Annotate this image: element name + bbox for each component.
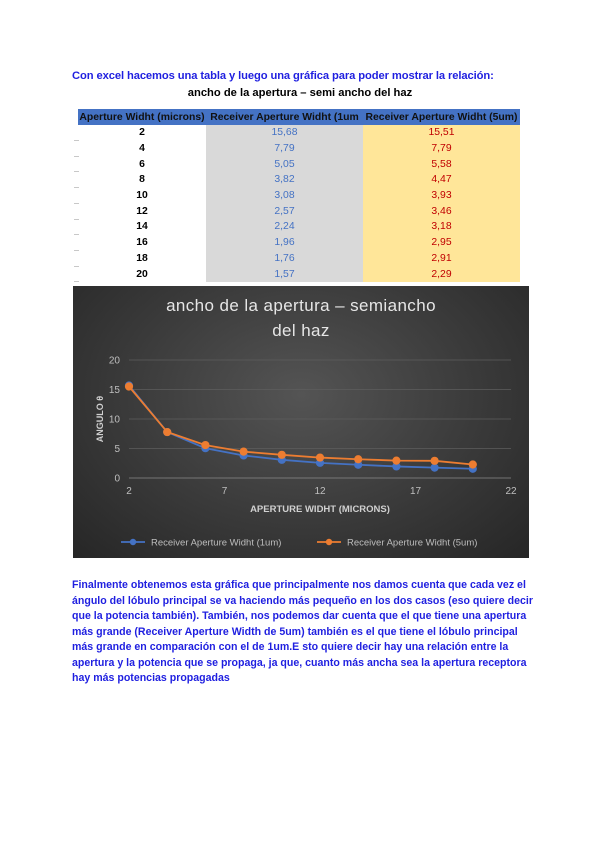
table-header-row (78, 109, 520, 125)
header-receiver-1um: Receiver Aperture Widht (1um (206, 109, 363, 125)
cell-receiver-5um: 3,46 (363, 203, 520, 219)
legend-marker-2 (326, 539, 332, 545)
data-table-container (78, 109, 520, 282)
cell-receiver-5um: 7,79 (363, 141, 520, 157)
data-point (469, 461, 476, 468)
data-point (355, 456, 362, 463)
margin-gridline (74, 171, 79, 172)
y-tick-label: 20 (108, 355, 120, 367)
table-row (78, 235, 520, 251)
x-tick-label: 12 (314, 486, 326, 497)
cell-receiver-5um: 2,95 (363, 235, 520, 251)
cell-receiver-1um: 2,24 (206, 219, 363, 235)
data-point (164, 428, 171, 435)
table-row (78, 219, 520, 235)
margin-gridline (74, 219, 79, 220)
margin-gridline (74, 281, 79, 282)
cell-receiver-5um: 5,58 (363, 156, 520, 172)
legend-label-1: Receiver Aperture Widht (1um) (151, 537, 282, 549)
margin-gridline (74, 187, 79, 188)
cell-receiver-1um: 1,96 (206, 235, 363, 251)
conclusion-text: Finalmente obtenemos esta gráfica que principalmente nos damos cuenta que cada vez el ángulo del lóbulo principal se va haciendo más pequeño en los dos casos (eso quiere decir que la potencia también). También, nos podemos dar cuenta que el que tiene una apertura más grande (Receiver Aperture Width de 5um) también es el que tiene el lóbulo principal más grande en comparación con el de 1um.E sto quiere decir hay una relación entre la apertura y la potencia que se propaga, ja que, cuanto más ancha sea la apertura receptora hay más potencias propagadas (72, 579, 533, 684)
cell-aperture: 8 (139, 174, 145, 186)
table-row (78, 188, 520, 204)
cell-aperture: 2 (139, 127, 145, 139)
margin-gridline (74, 266, 79, 267)
cell-aperture: 6 (139, 158, 145, 170)
x-tick-label: 7 (221, 486, 228, 497)
cell-aperture: 10 (136, 190, 148, 202)
x-tick-label: 2 (126, 486, 132, 497)
cell-aperture: 16 (136, 237, 148, 249)
margin-gridline (74, 250, 79, 251)
cell-aperture: 20 (136, 268, 148, 280)
cell-receiver-1um: 3,08 (206, 188, 363, 204)
table-row (78, 125, 520, 141)
cell-receiver-1um: 1,76 (206, 251, 363, 267)
margin-gridline (74, 140, 79, 141)
cell-receiver-5um: 2,29 (363, 266, 520, 282)
data-point (316, 454, 323, 461)
header-aperture-width: Aperture Widht (microns) (78, 109, 206, 125)
y-tick-label: 10 (108, 414, 120, 426)
table-row (78, 156, 520, 172)
x-tick-label: 22 (505, 486, 517, 497)
y-tick-label: 15 (108, 385, 120, 396)
chart-title-line1: ancho de la apertura – semiancho (166, 296, 436, 315)
line-chart (73, 286, 529, 558)
cell-receiver-5um: 15,51 (363, 125, 520, 141)
table-row (78, 203, 520, 219)
chart-plot (73, 286, 529, 558)
header-receiver-5um: Receiver Aperture Widht (5um) (363, 109, 520, 125)
legend-marker-1 (130, 539, 136, 545)
data-point (431, 464, 438, 471)
chart-title-line2: del haz (272, 321, 330, 340)
cell-aperture: 14 (136, 221, 148, 233)
margin-gridline (74, 156, 79, 157)
legend-label-2: Receiver Aperture Widht (5um) (347, 537, 478, 549)
data-point (431, 457, 438, 464)
data-point (278, 451, 285, 458)
intro-text: Con excel hacemos una tabla y luego una gráfica para poder mostrar la relación: (72, 70, 494, 82)
margin-gridline (74, 203, 79, 204)
cell-receiver-1um: 3,82 (206, 172, 363, 188)
data-point (125, 383, 132, 390)
cell-receiver-5um: 2,91 (363, 251, 520, 267)
table-row (78, 266, 520, 282)
margin-gridline (74, 234, 79, 235)
y-tick-label: 0 (114, 473, 120, 485)
table-subtitle: ancho de la apertura – semi ancho del haz (187, 87, 413, 99)
cell-receiver-5um: 4,47 (363, 172, 520, 188)
cell-aperture: 4 (139, 143, 145, 155)
cell-receiver-1um: 5,05 (206, 156, 363, 172)
cell-aperture: 12 (136, 205, 148, 217)
x-tick-label: 17 (409, 486, 422, 497)
cell-receiver-1um: 7,79 (206, 141, 363, 157)
table-row (78, 141, 520, 157)
data-table (78, 109, 520, 282)
table-row (78, 251, 520, 267)
data-point (240, 448, 247, 455)
cell-receiver-5um: 3,93 (363, 188, 520, 204)
cell-aperture: 18 (136, 252, 148, 264)
x-axis-title: APERTURE WIDHT (MICRONS) (250, 504, 390, 515)
cell-receiver-1um: 1,57 (206, 266, 363, 282)
cell-receiver-1um: 15,68 (206, 125, 363, 141)
data-point (202, 441, 209, 448)
cell-receiver-1um: 2,57 (206, 203, 363, 219)
series-line-2 (129, 386, 473, 464)
y-axis-title: ANGULO θ (95, 395, 105, 443)
y-tick-label: 5 (114, 444, 120, 455)
cell-receiver-5um: 3,18 (363, 219, 520, 235)
data-point (393, 457, 400, 464)
table-row (78, 172, 520, 188)
